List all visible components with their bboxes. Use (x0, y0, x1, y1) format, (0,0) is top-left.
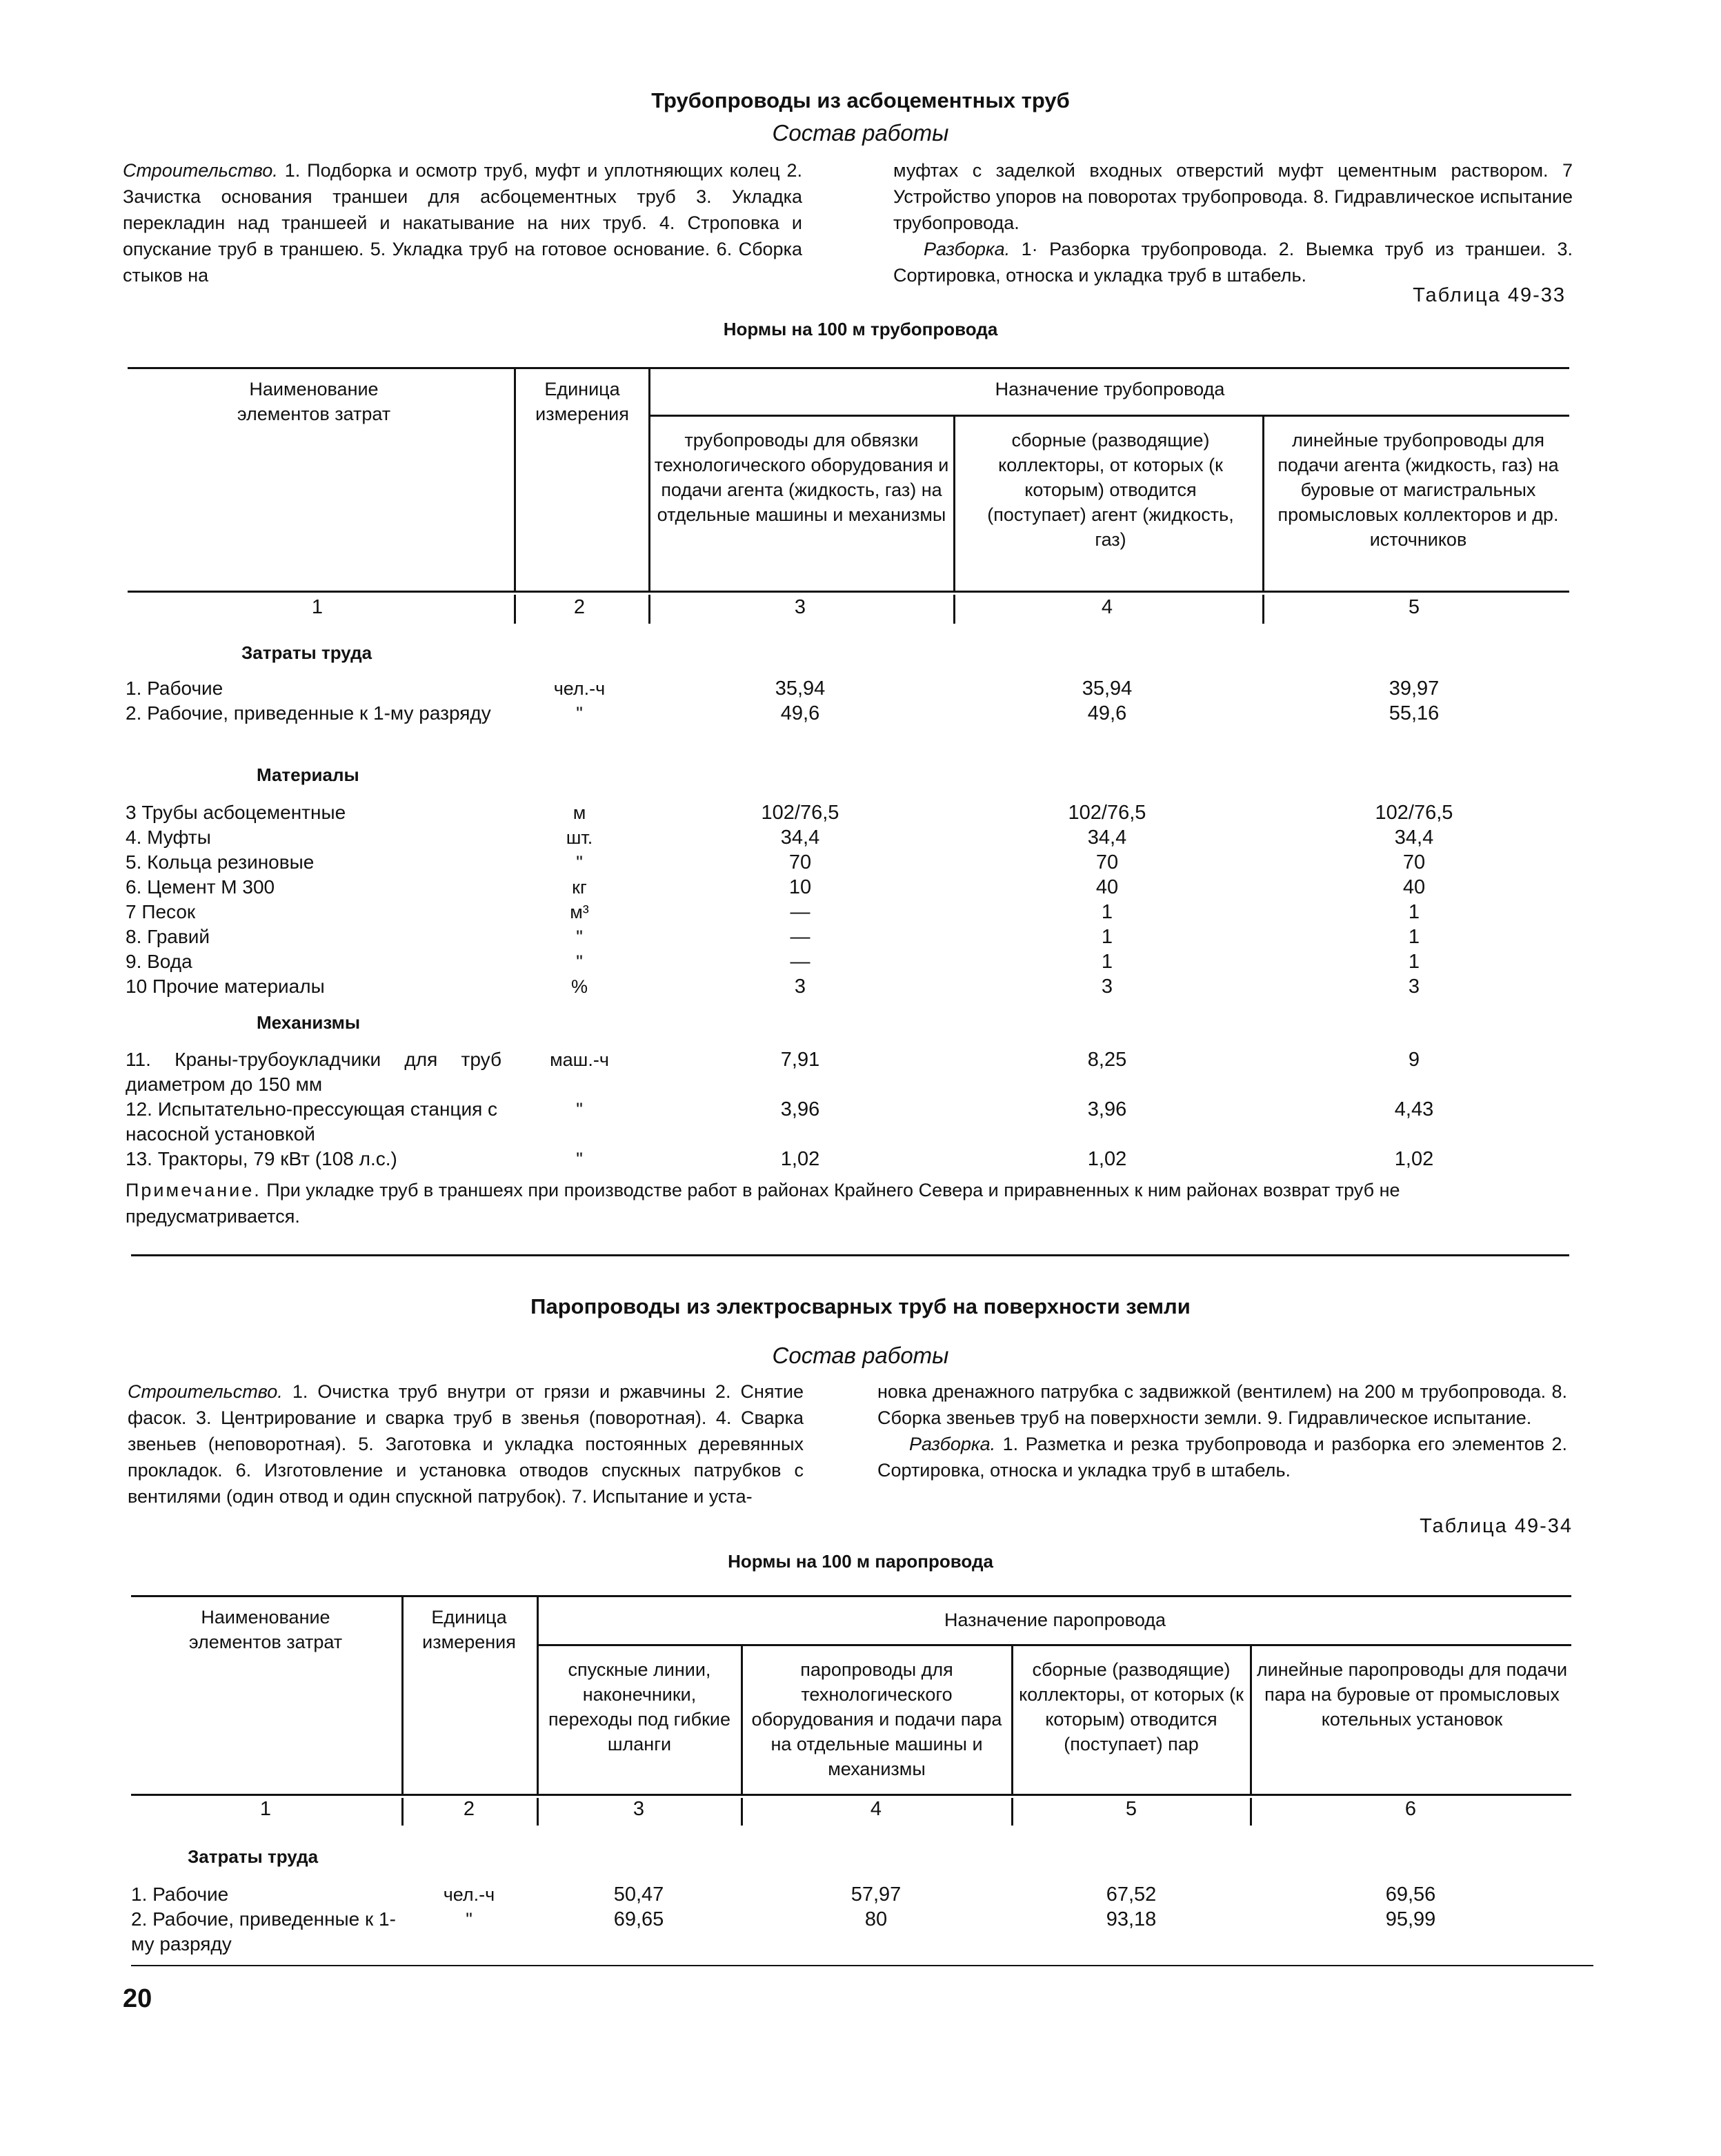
construction-text-cont: муфтах с заделкой входных отверстий муфт цементным раствором. 7 Устройство упоров на поворотах трубопровода. 8. Гидравлическое испытание трубопровода. (893, 160, 1573, 233)
row-value-col5: 67,52 (1106, 1883, 1157, 1906)
t1-vline-3 (953, 415, 955, 591)
row-name: 4. Муфты (126, 827, 211, 848)
section2-norms-title: Нормы на 100 м паропровода (728, 1551, 993, 1572)
row-name: 3 Трубы асбоцементные (126, 802, 346, 823)
dismantling-text (893, 236, 1573, 288)
t2-colnum-3: 3 (633, 1798, 645, 1820)
row-value-col3: 3,96 (780, 1098, 820, 1120)
t1-vline-4 (1262, 415, 1264, 591)
t2-num-sep-1 (401, 1798, 404, 1826)
section2-text-right (877, 1378, 1567, 1483)
row-unit: " (576, 951, 583, 972)
t2-num-sep-5 (1250, 1798, 1252, 1826)
t2-num-sep-2 (537, 1798, 539, 1826)
t1-header-purpose: Назначение трубопровода (995, 379, 1225, 399)
row-name: 2. Рабочие, приведенные к 1-му разряду (126, 702, 491, 724)
row-value-col4: 8,25 (1087, 1049, 1127, 1071)
section2-text-left (128, 1378, 804, 1510)
table-number-49-34: Таблица 49-34 (1420, 1515, 1573, 1537)
row-value-col4: 70 (1095, 851, 1119, 873)
row-value-col5: 70 (1402, 851, 1426, 873)
t1-top-rule (128, 367, 1569, 369)
t1-num-sep-3 (953, 595, 955, 624)
t2-colnum-1: 1 (259, 1798, 272, 1820)
table-number-49-33: Таблица 49-33 (1413, 284, 1566, 306)
row-value-col5: 93,18 (1106, 1908, 1157, 1930)
t2-header-bottom-rule (131, 1794, 1571, 1796)
row-value-col3: 70 (788, 851, 812, 873)
row-unit: чел.-ч (443, 1884, 495, 1905)
dismantling-body: 1· Разборка трубопровода. 2. Выемка труб из траншеи. 3. Сортировка, относка и укладка труб в штабель. (893, 239, 1573, 286)
row-value-col4: 3 (1101, 976, 1113, 998)
row-value-col3: 69,65 (613, 1908, 664, 1930)
row-name: 5. Кольца резиновые (126, 851, 315, 873)
row-value-col3: 50,47 (613, 1883, 664, 1906)
t2-colnum-5: 5 (1125, 1798, 1137, 1820)
row-unit: " (466, 1909, 472, 1930)
row-value-col4: 49,6 (1087, 702, 1127, 724)
t2-header-col5: сборные (разводящие) коллекторы, от которых (к которым) отводится (поступает) пар (1019, 1659, 1244, 1754)
row-name: 13. Тракторы, 79 кВт (108 л.с.) (126, 1148, 397, 1169)
t1-header-col4: сборные (разводящие) коллекторы, от которых (к которым) отводится (поступает) агент (жидкость, газ) (987, 430, 1234, 550)
row-name: 10 Прочие материалы (126, 976, 325, 997)
row-unit: % (570, 976, 588, 997)
section1-subtitle: Состав работы (772, 120, 949, 146)
row-unit: " (576, 1099, 583, 1120)
t2-header-col6: линейные паропроводы для подачи пара на буровые от промысловых котельных установок (1256, 1659, 1568, 1730)
row-unit: м³ (570, 902, 589, 922)
row-value-col3: — (790, 926, 810, 948)
t2-num-sep-3 (741, 1798, 743, 1826)
row-value-col4: 102/76,5 (1068, 802, 1146, 824)
row-unit: " (576, 852, 583, 873)
row-value-col3: 10 (788, 876, 812, 898)
row-name: 2. Рабочие, приведенные к 1-му разряду (131, 1908, 396, 1955)
row-unit: маш.-ч (550, 1049, 609, 1070)
row-value-col3: 1,02 (780, 1148, 820, 1170)
row-value-col4: 57,97 (850, 1883, 902, 1906)
t1-colnum-5: 5 (1408, 596, 1420, 618)
section2-title: Паропроводы из электросварных труб на поверхности земли (530, 1294, 1191, 1318)
section1-note (126, 1177, 1571, 1229)
section1-text-right (893, 157, 1573, 288)
row-value-col5: 34,4 (1394, 827, 1434, 849)
t2-header-col3: спускные линии, наконечники, переходы под гибкие шланги (548, 1659, 730, 1754)
row-value-col3: 35,94 (775, 678, 826, 700)
t1-num-sep-2 (648, 595, 650, 624)
row-value-col5: 1 (1408, 901, 1420, 923)
row-unit: кг (572, 877, 587, 898)
note-label: Примечание. (126, 1180, 261, 1200)
t2-bottom-rule (131, 1965, 1593, 1966)
t1-header-col3: трубопроводы для обвязки технологического оборудования и подачи агента (жидкость, газ) на отдельные машины и механизмы (654, 430, 949, 525)
row-value-col4: 34,4 (1087, 827, 1127, 849)
row-name: 11. Краны-трубоукладчики для труб диаметром до 150 мм (126, 1049, 501, 1095)
row-name: 12. Испытательно-прессующая станция с насосной установкой (126, 1098, 498, 1145)
construction-text: 1. Подборка и осмотр труб, муфт и уплотняющих колец 2. Зачистка основания траншеи для асбоцементных труб 3. Укладка перекладин над траншеей и накатывание на них труб. 4. Строповка и опускание труб в траншею. 5. Укладка труб на готовое основание. 6. Сборка стыков на (123, 160, 802, 286)
t1-header-unit: Единица измерения (535, 379, 629, 424)
row-value-col5: 9 (1408, 1049, 1420, 1071)
t2-vline-3 (741, 1644, 743, 1794)
row-value-col3: 34,4 (780, 827, 820, 849)
t2-colnum-2: 2 (463, 1798, 475, 1820)
t1-colnum-1: 1 (311, 596, 324, 618)
row-value-col5: 55,16 (1389, 702, 1440, 724)
dismantling-body: 1. Разметка и резка трубопровода и разборка его элементов 2. Сортировка, относка и укладка труб в штабель. (877, 1434, 1567, 1481)
t1-colnum-3: 3 (794, 596, 806, 618)
t1-header-col5: линейные трубопроводы для подачи агента (жидкость, газ) на буровые от магистральных промысловых коллекторов и др. источников (1277, 430, 1559, 550)
dismantling-label: Разборка. (909, 1434, 996, 1454)
t2-colnum-4: 4 (870, 1798, 882, 1820)
row-value-col4: 1 (1101, 951, 1113, 973)
row-unit: " (576, 927, 583, 947)
row-value-col5: 1,02 (1394, 1148, 1434, 1170)
t2-section-labor: Затраты труда (188, 1846, 319, 1867)
construction-label: Строительство. (123, 160, 278, 181)
t2-header-col4: паропроводы для технологического оборудования и подачи пара на отдельные машины и механизмы (751, 1659, 1002, 1779)
t1-header-mid-rule (650, 415, 1569, 417)
t1-section-machines: Механизмы (257, 1012, 361, 1033)
section-divider (131, 1254, 1569, 1256)
page-number: 20 (123, 1984, 152, 2013)
row-value-col4: 3,96 (1087, 1098, 1127, 1120)
section1-text-left (123, 157, 802, 288)
row-value-col3: 102/76,5 (761, 802, 839, 824)
t2-vline-1 (401, 1595, 404, 1794)
row-value-col4: 40 (1095, 876, 1119, 898)
note-text: При укладке труб в траншеях при производстве работ в районах Крайнего Севера и приравненных к ним районах возврат труб не предусматривается. (126, 1180, 1400, 1227)
t1-num-sep-1 (514, 595, 516, 624)
t2-vline-4 (1011, 1644, 1013, 1794)
dismantling-text (877, 1431, 1567, 1483)
row-value-col5: 39,97 (1389, 678, 1440, 700)
row-value-col3: 49,6 (780, 702, 820, 724)
t1-num-sep-4 (1262, 595, 1264, 624)
section1-norms-title: Нормы на 100 м трубопровода (723, 319, 998, 339)
row-value-col3: — (790, 951, 810, 973)
construction-text-cont: новка дренажного патрубка с задвижкой (вентилем) на 200 м трубопровода. 8. Сборка звеньев труб на поверхности земли. 9. Гидравлическое испытание. (877, 1381, 1567, 1428)
t1-colnum-4: 4 (1101, 596, 1113, 618)
row-value-col4: 35,94 (1082, 678, 1133, 700)
row-name: 1. Рабочие (126, 678, 223, 699)
t1-colnum-2: 2 (573, 596, 586, 618)
row-value-col3: — (790, 901, 810, 923)
row-value-col5: 102/76,5 (1375, 802, 1453, 824)
section1-title: Трубопроводы из асбоцементных труб (651, 88, 1070, 112)
row-name: 1. Рабочие (131, 1883, 229, 1905)
row-value-col3: 3 (794, 976, 806, 998)
t2-num-sep-4 (1011, 1798, 1013, 1826)
row-unit: чел.-ч (553, 678, 606, 699)
row-name: 9. Вода (126, 951, 192, 972)
t2-header-name: Наименование элементов затрат (188, 1607, 343, 1652)
row-value-col5: 4,43 (1394, 1098, 1434, 1120)
row-name: 7 Песок (126, 901, 196, 922)
t2-colnum-6: 6 (1404, 1798, 1417, 1820)
t1-header-name: Наименование элементов затрат (237, 379, 391, 424)
row-value-col3: 7,91 (780, 1049, 820, 1071)
t1-section-materials: Материалы (257, 764, 359, 785)
dismantling-label: Разборка. (924, 239, 1011, 259)
row-value-col4: 80 (864, 1908, 888, 1930)
row-value-col4: 1 (1101, 901, 1113, 923)
row-unit: м (573, 802, 586, 823)
t2-top-rule (131, 1595, 1571, 1597)
row-unit: шт. (566, 827, 593, 848)
t2-header-mid-rule (537, 1644, 1571, 1646)
t2-header-purpose: Назначение паропровода (944, 1610, 1166, 1630)
section2-subtitle: Состав работы (772, 1343, 949, 1368)
t1-section-labor: Затраты труда (241, 642, 372, 663)
t2-header-unit: Единица измерения (422, 1607, 516, 1652)
t2-vline-5 (1250, 1644, 1252, 1794)
row-name: 6. Цемент М 300 (126, 876, 275, 898)
row-value-col4: 1,02 (1087, 1148, 1127, 1170)
row-value-col5: 40 (1402, 876, 1426, 898)
construction-text: 1. Очистка труб внутри от грязи и ржавчины 2. Снятие фасок. 3. Центрирование и сварка труб в звенья (поворотная). 4. Сварка звеньев (неповоротная). 5. Заготовка и укладка постоянных деревянных прокладок. 6. Изготовление и установка отводов спускных патрубков с вентилями (один отвод и один спускной патрубок). 7. Испытание и уста- (128, 1381, 804, 1507)
row-name: 8. Гравий (126, 926, 210, 947)
row-value-col4: 1 (1101, 926, 1113, 948)
construction-label: Строительство. (128, 1381, 283, 1402)
row-value-col6: 69,56 (1385, 1883, 1436, 1906)
row-value-col5: 3 (1408, 976, 1420, 998)
row-unit: " (576, 703, 583, 724)
t1-header-bottom-rule (128, 591, 1569, 593)
row-value-col6: 95,99 (1385, 1908, 1436, 1930)
row-value-col5: 1 (1408, 951, 1420, 973)
row-unit: " (576, 1149, 583, 1169)
row-value-col5: 1 (1408, 926, 1420, 948)
